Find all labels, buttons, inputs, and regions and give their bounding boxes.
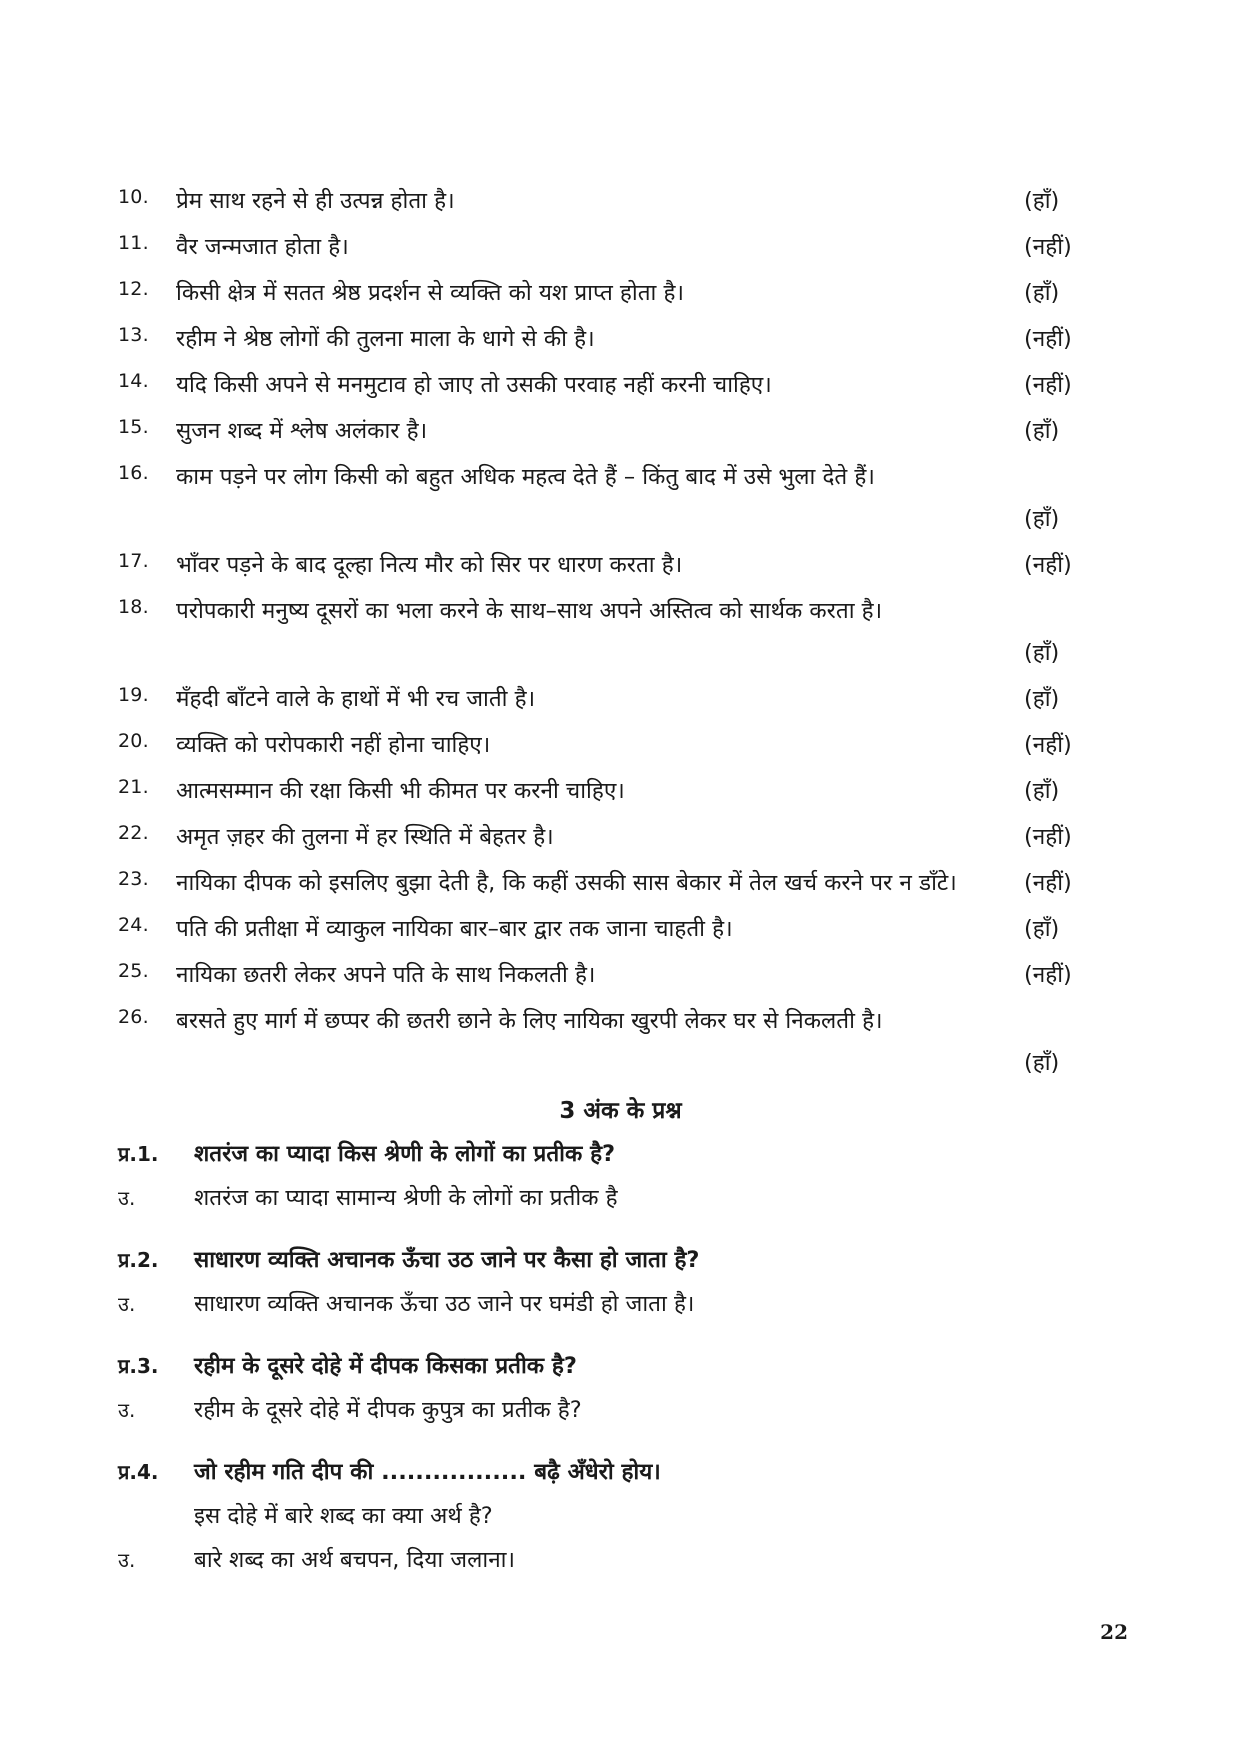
answer-text: रहीम के दूसरे दोहे में दीपक कुपुत्र का प्रतीक है? [194, 1397, 582, 1423]
answer-line [118, 1388, 1128, 1432]
statement-text: नायिका दीपक को इसलिए बुझा देती है, कि कहीं उसकी सास बेकार में तेल खर्च करने पर न डाँटे। [176, 870, 957, 896]
statement-text: काम पड़ने पर लोग किसी को बहुत अधिक महत्व देते हैं – किंतु बाद में उसे भुला देते हैं। [176, 464, 875, 490]
statement-number: 21. [118, 776, 149, 798]
statement-item [118, 452, 1128, 540]
statement-item [118, 996, 1128, 1084]
statement-answer: (हाँ) [1024, 640, 1060, 666]
statement-answer: (नहीं) [1024, 326, 1072, 352]
statement-item [118, 176, 1128, 222]
question-label: प्र.4. [118, 1460, 159, 1484]
statement-item [118, 540, 1128, 586]
statement-text: किसी क्षेत्र में सतत श्रेष्ठ प्रदर्शन से व्यक्ति को यश प्राप्त होता है। [176, 280, 684, 306]
statement-number: 10. [118, 186, 149, 208]
statement-number: 19. [118, 684, 149, 706]
statement-answer: (नहीं) [1024, 234, 1072, 260]
statement-answer: (नहीं) [1024, 824, 1072, 850]
statement-item [118, 586, 1128, 674]
statement-number: 16. [118, 462, 149, 484]
statement-number: 17. [118, 550, 149, 572]
statement-item [118, 674, 1128, 720]
statement-number: 14. [118, 370, 149, 392]
question-text: साधारण व्यक्ति अचानक ऊँचा उठ जाने पर कैसा हो जाता है? [194, 1247, 700, 1273]
statement-item [118, 858, 1128, 904]
statement-answer: (हाँ) [1024, 418, 1060, 444]
statement-text: अमृत ज़हर की तुलना में हर स्थिति में बेहतर है। [176, 824, 554, 850]
statement-number: 20. [118, 730, 149, 752]
statement-text: पति की प्रतीक्षा में व्याकुल नायिका बार–बार द्वार तक जाना चाहती है। [176, 916, 733, 942]
statement-number: 22. [118, 822, 149, 844]
statement-number: 11. [118, 232, 149, 254]
question-line [118, 1494, 1128, 1538]
answer-line [118, 1282, 1128, 1326]
question-line [118, 1450, 1128, 1494]
statement-number: 12. [118, 278, 149, 300]
statement-answer: (नहीं) [1024, 962, 1072, 988]
statement-item [118, 314, 1128, 360]
statement-item [118, 766, 1128, 812]
statement-number: 25. [118, 960, 149, 982]
statement-text: परोपकारी मनुष्य दूसरों का भला करने के साथ–साथ अपने अस्तित्व को सार्थक करता है। [176, 598, 883, 624]
qa-item [118, 1132, 1128, 1220]
statement-item [118, 950, 1128, 996]
statement-answer: (हाँ) [1024, 778, 1060, 804]
answer-text: शतरंज का प्यादा सामान्य श्रेणी के लोगों का प्रतीक है [194, 1185, 618, 1211]
statement-answer: (नहीं) [1024, 372, 1072, 398]
statement-answer: (नहीं) [1024, 552, 1072, 578]
statement-text: रहीम ने श्रेष्ठ लोगों की तुलना माला के धागे से की है। [176, 326, 595, 352]
statement-answer: (हाँ) [1024, 280, 1060, 306]
answer-text: बारे शब्द का अर्थ बचपन, दिया जलाना। [194, 1547, 516, 1573]
statement-text: मँहदी बाँटने वाले के हाथों में भी रच जाती है। [176, 686, 536, 712]
statement-number: 13. [118, 324, 149, 346]
statement-text: बरसते हुए मार्ग में छप्पर की छतरी छाने के लिए नायिका खुरपी लेकर घर से निकलती है। [176, 1008, 883, 1034]
question-line [118, 1344, 1128, 1388]
answer-line [118, 1176, 1128, 1220]
statement-answer: (हाँ) [1024, 1050, 1060, 1076]
question-text: शतरंज का प्यादा किस श्रेणी के लोगों का प्रतीक है? [194, 1141, 616, 1167]
true-false-list [118, 176, 1128, 1084]
statement-text: यदि किसी अपने से मनमुटाव हो जाए तो उसकी परवाह नहीं करनी चाहिए। [176, 372, 772, 398]
answer-text: साधारण व्यक्ति अचानक ऊँचा उठ जाने पर घमंडी हो जाता है। [194, 1291, 695, 1317]
statement-text: नायिका छतरी लेकर अपने पति के साथ निकलती है। [176, 962, 596, 988]
question-text: जो रहीम गति दीप की ................. बढ़ै अँधेरो होय। [194, 1459, 661, 1485]
answer-label: उ. [118, 1398, 136, 1422]
question-line [118, 1132, 1128, 1176]
question-label: प्र.1. [118, 1142, 159, 1166]
statement-answer: (हाँ) [1024, 916, 1060, 942]
statement-item [118, 720, 1128, 766]
statement-text: व्यक्ति को परोपकारी नहीं होना चाहिए। [176, 732, 491, 758]
statement-text: वैर जन्मजात होता है। [176, 234, 349, 260]
statement-text: प्रेम साथ रहने से ही उत्पन्न होता है। [176, 188, 455, 214]
answer-label: उ. [118, 1186, 136, 1210]
statement-answer: (हाँ) [1024, 506, 1060, 532]
answer-line [118, 1538, 1128, 1582]
statement-text: भाँवर पड़ने के बाद दूल्हा नित्य मौर को सिर पर धारण करता है। [176, 552, 683, 578]
section-heading: 3 अंक के प्रश्न [559, 1098, 682, 1124]
qa-item [118, 1450, 1128, 1582]
answer-label: उ. [118, 1548, 136, 1572]
question-answer-section [118, 1132, 1128, 1600]
statement-answer: (हाँ) [1024, 686, 1060, 712]
question-label: प्र.2. [118, 1248, 159, 1272]
statement-number: 15. [118, 416, 149, 438]
statement-number: 18. [118, 596, 149, 618]
statement-item [118, 812, 1128, 858]
question-text: रहीम के दूसरे दोहे में दीपक किसका प्रतीक है? [194, 1353, 577, 1379]
answer-label: उ. [118, 1292, 136, 1316]
statement-answer: (नहीं) [1024, 732, 1072, 758]
qa-item [118, 1344, 1128, 1432]
statement-item [118, 904, 1128, 950]
statement-number: 24. [118, 914, 149, 936]
question-label: प्र.3. [118, 1354, 159, 1378]
statement-number: 26. [118, 1006, 149, 1028]
statement-answer: (नहीं) [1024, 870, 1072, 896]
statement-answer: (हाँ) [1024, 188, 1060, 214]
statement-item [118, 222, 1128, 268]
statement-number: 23. [118, 868, 149, 890]
statement-item [118, 360, 1128, 406]
qa-item [118, 1238, 1128, 1326]
statement-text: आत्मसम्मान की रक्षा किसी भी कीमत पर करनी चाहिए। [176, 778, 625, 804]
statement-text: सुजन शब्द में श्लेष अलंकार है। [176, 418, 428, 444]
question-line [118, 1238, 1128, 1282]
statement-item [118, 268, 1128, 314]
question-text: इस दोहे में बारे शब्द का क्या अर्थ है? [194, 1503, 493, 1529]
page-number: 22 [1100, 1620, 1128, 1644]
statement-item [118, 406, 1128, 452]
